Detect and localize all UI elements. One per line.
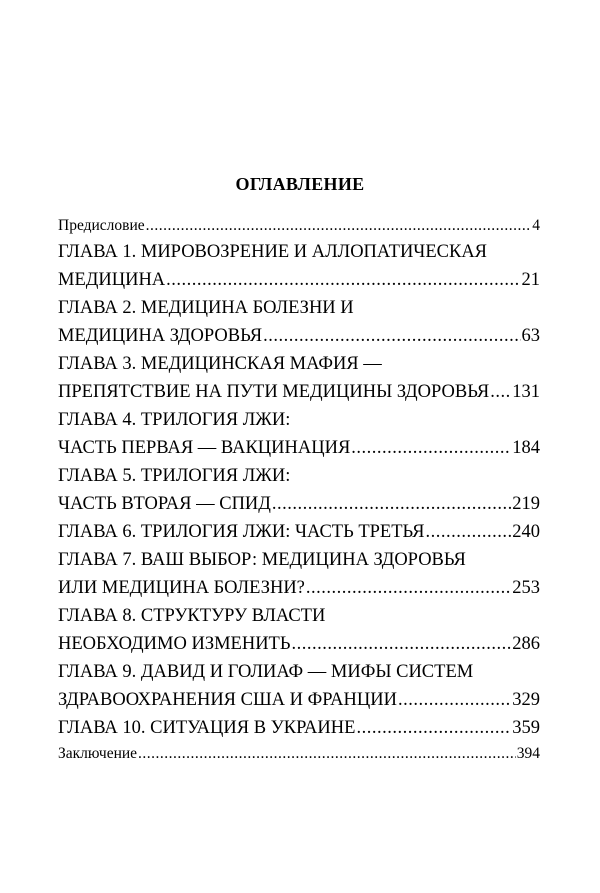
toc-entry-text: ГЛАВА 6. ТРИЛОГИЯ ЛЖИ: ЧАСТЬ ТРЕТЬЯ <box>58 522 425 542</box>
toc-title: ОГЛАВЛЕНИЕ <box>235 174 365 194</box>
toc-entry-text: ГЛАВА 5. ТРИЛОГИЯ ЛЖИ: <box>58 466 291 486</box>
toc-entry-text: ГЛАВА 4. ТРИЛОГИЯ ЛЖИ: <box>58 410 291 430</box>
toc-page-number: 4 <box>532 217 540 234</box>
toc-entry-chapter-5[interactable] <box>58 490 540 518</box>
toc-page-number: 286 <box>512 634 540 654</box>
toc-entry-text: ИЛИ МЕДИЦИНА БОЛЕЗНИ? <box>58 578 305 598</box>
toc-page-number: 240 <box>512 522 540 542</box>
toc-entry-chapter-4-heading[interactable] <box>58 406 540 434</box>
toc-entry-chapter-9[interactable] <box>58 686 540 714</box>
toc-entry-chapter-10[interactable] <box>58 714 540 742</box>
toc-page-number: 63 <box>521 326 540 346</box>
toc-entry-chapter-3-heading[interactable] <box>58 350 540 378</box>
toc-leader-dots <box>398 686 511 714</box>
toc-entry-text: МЕДИЦИНА ЗДОРОВЬЯ <box>58 326 263 346</box>
toc-entry-chapter-3[interactable] <box>58 378 540 406</box>
toc-entry-text: МЕДИЦИНА <box>58 270 166 290</box>
toc-entry-text: ГЛАВА 8. СТРУКТУРУ ВЛАСТИ <box>58 606 326 626</box>
toc-leader-dots <box>272 490 511 518</box>
toc-entry-chapter-8[interactable] <box>58 630 540 658</box>
toc-leader-dots <box>426 518 512 546</box>
toc-entry-chapter-7-heading[interactable] <box>58 546 540 574</box>
toc-entry-preface[interactable] <box>58 214 540 238</box>
toc-page-number: 219 <box>512 494 540 514</box>
toc-leader-dots <box>356 714 511 742</box>
toc-leader-dots <box>146 214 532 238</box>
toc-leader-dots <box>351 434 511 462</box>
toc-entry-text: ЧАСТЬ ПЕРВАЯ — ВАКЦИНАЦИЯ <box>58 438 351 458</box>
toc-leader-dots <box>306 574 511 602</box>
toc-leader-dots <box>263 322 520 350</box>
toc-page-number: 329 <box>512 690 540 710</box>
toc-entry-text: ГЛАВА 7. ВАШ ВЫБОР: МЕДИЦИНА ЗДОРОВЬЯ <box>58 550 466 570</box>
toc-page-number: 359 <box>512 718 540 738</box>
toc-entry-chapter-4[interactable] <box>58 434 540 462</box>
toc-entry-text: Заключение <box>58 745 138 762</box>
toc-entry-conclusion[interactable] <box>58 742 540 766</box>
toc-entry-text: НЕОБХОДИМО ИЗМЕНИТЬ <box>58 634 291 654</box>
toc-entry-chapter-9-heading[interactable] <box>58 658 540 686</box>
toc-entry-text: ЧАСТЬ ВТОРАЯ — СПИД <box>58 494 271 514</box>
toc-list <box>58 214 540 766</box>
toc-entry-chapter-2-heading[interactable] <box>58 294 540 322</box>
toc-entry-chapter-1[interactable] <box>58 266 540 294</box>
toc-entry-text: ГЛАВА 3. МЕДИЦИНСКАЯ МАФИЯ — <box>58 354 382 374</box>
toc-page-number: 184 <box>512 438 540 458</box>
toc-entry-text: ГЛАВА 10. СИТУАЦИЯ В УКРАИНЕ <box>58 718 356 738</box>
toc-entry-chapter-5-heading[interactable] <box>58 462 540 490</box>
toc-entry-text: ГЛАВА 1. МИРОВОЗРЕНИЕ И АЛЛОПАТИЧЕСКАЯ <box>58 242 488 262</box>
toc-page-number: 21 <box>521 270 540 290</box>
toc-entry-chapter-7[interactable] <box>58 574 540 602</box>
toc-entry-text: ГЛАВА 2. МЕДИЦИНА БОЛЕЗНИ И <box>58 298 354 318</box>
toc-entry-text: ГЛАВА 9. ДАВИД И ГОЛИАФ — МИФЫ СИСТЕМ <box>58 662 474 682</box>
toc-entry-chapter-6[interactable] <box>58 518 540 546</box>
toc-entry-text: ПРЕПЯТСТВИЕ НА ПУТИ МЕДИЦИНЫ ЗДОРОВЬЯ <box>58 382 490 402</box>
toc-entry-text: ЗДРАВООХРАНЕНИЯ США И ФРАНЦИИ <box>58 690 397 710</box>
toc-page-number: 131 <box>512 382 540 402</box>
toc-entry-chapter-8-heading[interactable] <box>58 602 540 630</box>
toc-page-number: 394 <box>516 745 540 762</box>
toc-leader-dots <box>490 378 511 406</box>
toc-leader-dots <box>138 742 516 766</box>
toc-entry-chapter-2[interactable] <box>58 322 540 350</box>
toc-leader-dots <box>166 266 520 294</box>
toc-page-number: 253 <box>512 578 540 598</box>
toc-entry-chapter-1-heading[interactable] <box>58 238 540 266</box>
toc-entry-text: Предисловие <box>58 217 145 234</box>
toc-leader-dots <box>291 630 511 658</box>
